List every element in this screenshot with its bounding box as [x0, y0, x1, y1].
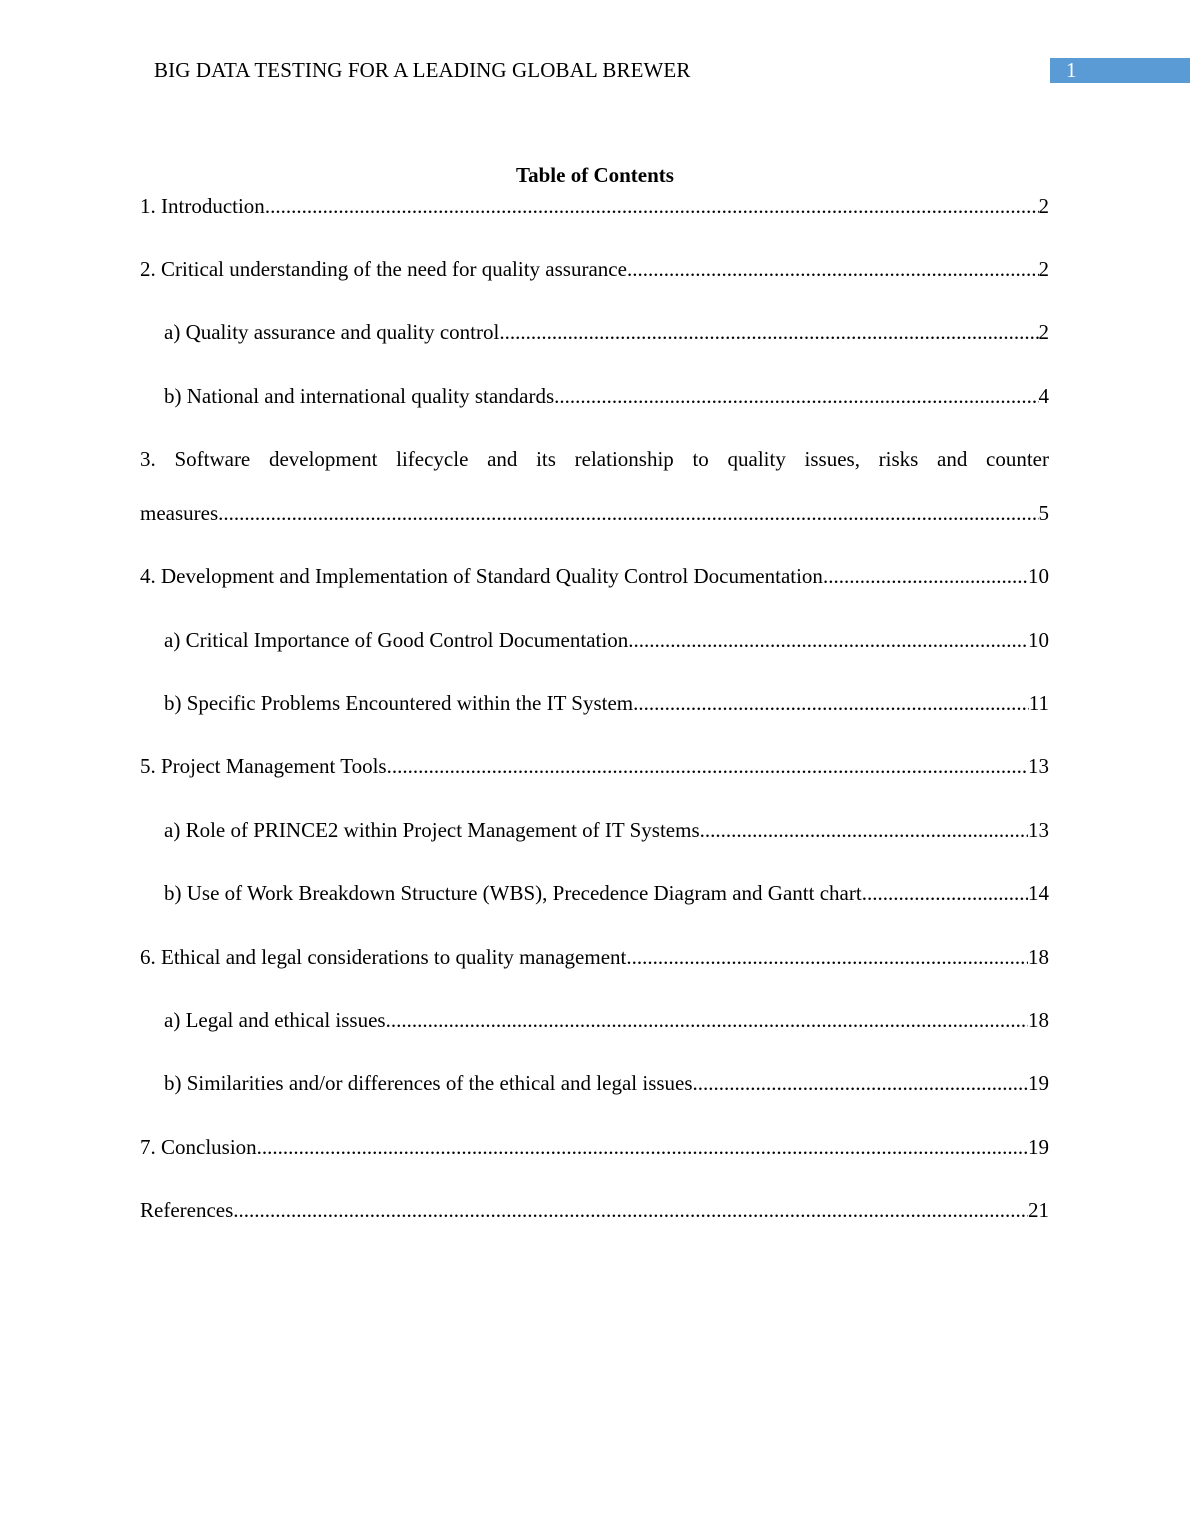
toc-entry-page: 14: [1028, 881, 1049, 905]
toc-entry-wbs[interactable]: [164, 878, 1049, 908]
toc-entry-label: 2. Critical understanding of the need for quality assurance: [140, 257, 627, 281]
dot-leader: [233, 1195, 1028, 1225]
toc-entry-page: 18: [1028, 1008, 1049, 1032]
toc-entry-page: 11: [1028, 691, 1049, 715]
toc-entry-label: 4. Development and Implementation of Standard Quality Control Documentation: [140, 564, 823, 588]
toc-entry-label: 6. Ethical and legal considerations to quality management: [140, 945, 627, 969]
toc-entry-page: 2: [1038, 194, 1049, 218]
toc-entry-page: 19: [1028, 1135, 1049, 1159]
dot-leader: [387, 751, 1028, 781]
dot-leader: [386, 1005, 1028, 1035]
toc-heading: Table of Contents: [516, 163, 674, 187]
toc-entry-qc-documentation[interactable]: [140, 561, 1049, 591]
page-number-box: [1050, 58, 1190, 83]
toc-entry-label: 5. Project Management Tools: [140, 754, 387, 778]
toc-entry-page: 18: [1028, 945, 1049, 969]
toc-entry-page: 19: [1028, 1071, 1049, 1095]
toc-entry-label: a) Legal and ethical issues: [164, 1008, 386, 1032]
toc-entry-page: 2: [1038, 320, 1049, 344]
toc-entry-conclusion[interactable]: [140, 1132, 1049, 1162]
toc-entry-label: measures: [140, 501, 219, 525]
toc-entry-label: a) Critical Importance of Good Control Documentation: [164, 628, 629, 652]
toc-entry-label: 7. Conclusion: [140, 1135, 257, 1159]
toc-entry-page: 10: [1028, 564, 1049, 588]
dot-leader: [633, 688, 1029, 718]
dot-leader: [626, 942, 1028, 972]
dot-leader: [627, 254, 1039, 284]
dot-leader: [823, 561, 1028, 591]
toc-entry-label: b) Similarities and/or differences of the ethical and legal issues: [164, 1071, 693, 1095]
dot-leader: [693, 1068, 1028, 1098]
dot-leader: [499, 317, 1038, 347]
dot-leader: [257, 1132, 1028, 1162]
toc-entry-quality-assurance-need[interactable]: [140, 254, 1049, 284]
toc-entry-sdlc[interactable]: [140, 498, 1049, 528]
toc-entry-quality-standards[interactable]: [164, 381, 1049, 411]
dot-leader: [862, 878, 1028, 908]
toc-entry-references[interactable]: [140, 1195, 1049, 1225]
toc-entry-label: References: [140, 1198, 234, 1222]
dot-leader: [700, 815, 1028, 845]
toc-entry-qa-qc[interactable]: [164, 317, 1049, 347]
toc-entry-label: 1. Introduction: [140, 194, 265, 218]
dot-leader: [554, 381, 1038, 411]
toc-entry-page: 13: [1028, 818, 1049, 842]
toc-entry-page: 13: [1028, 754, 1049, 778]
toc-entry-label: b) Specific Problems Encountered within the IT System: [164, 691, 634, 715]
page-header: [0, 56, 1190, 86]
toc-entry-label: b) National and international quality standards: [164, 384, 555, 408]
toc-entry-introduction[interactable]: [140, 191, 1049, 221]
toc-entry-page: 2: [1038, 257, 1049, 281]
toc-entry-ethical-legal[interactable]: [140, 942, 1049, 972]
toc-entry-prince2[interactable]: [164, 815, 1049, 845]
toc-entry-label: b) Use of Work Breakdown Structure (WBS), Precedence Diagram and Gantt chart: [164, 881, 862, 905]
toc-entry-legal-ethical-issues[interactable]: [164, 1005, 1049, 1035]
toc-entry-it-problems[interactable]: [164, 688, 1049, 718]
running-header-title: BIG DATA TESTING FOR A LEADING GLOBAL BREWER: [154, 58, 691, 82]
toc-entry-page: 4: [1038, 384, 1049, 408]
toc-entry-similarities[interactable]: [164, 1068, 1049, 1098]
toc-entry-label: a) Role of PRINCE2 within Project Management of IT Systems: [164, 818, 700, 842]
toc-entry-page: 10: [1028, 628, 1049, 652]
toc-entry-page: 5: [1038, 501, 1049, 525]
dot-leader: [218, 498, 1038, 528]
toc-entry-page: 21: [1028, 1198, 1049, 1222]
page-number: 1: [1066, 58, 1077, 82]
toc-entry-control-documentation[interactable]: [164, 625, 1049, 655]
dot-leader: [628, 625, 1028, 655]
toc-entry-label: a) Quality assurance and quality control: [164, 320, 500, 344]
toc-entry-pm-tools[interactable]: [140, 751, 1049, 781]
dot-leader: [265, 191, 1039, 221]
toc-entry-sdlc-line1[interactable]: 3. Software development lifecycle and its relationship to quality issues, risks and counter: [140, 447, 1049, 471]
